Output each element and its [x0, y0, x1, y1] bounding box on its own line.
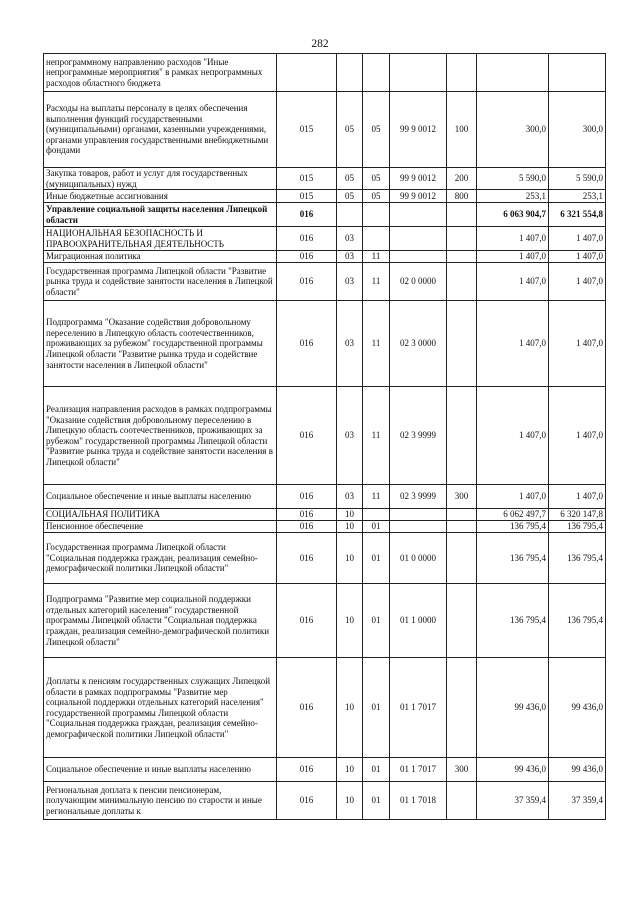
target-article: 01 0 0000	[390, 533, 447, 584]
table-row	[44, 203, 606, 227]
section-code: 03	[337, 251, 363, 263]
table-row	[44, 227, 606, 251]
table-row	[44, 485, 606, 509]
admin-code: 016	[277, 203, 337, 227]
amount-2019: 253,1	[477, 190, 549, 203]
amount-2020: 6 320 147,8	[549, 509, 606, 521]
amount-2020: 136 795,4	[549, 584, 606, 658]
amount-2020: 99 436,0	[549, 758, 606, 782]
admin-code: 016	[277, 521, 337, 533]
row-name: Управление социальной защиты населения Липецкой области	[44, 203, 277, 227]
row-name: Расходы на выплаты персоналу в целях обеспечения выполнения функций государственными (муниципальными) органами, казенными учреждениями, органами управления государственными внебюджетными фондами	[44, 92, 277, 168]
subsection-code: 05	[363, 190, 390, 203]
amount-2019: 1 407,0	[477, 251, 549, 263]
target-article: 99 9 0012	[390, 92, 447, 168]
row-name: непрограммному направлению расходов "Иные непрограммные мероприятия" в рамках непрограммных расходов областного бюджета	[44, 54, 277, 92]
amount-2019: 6 063 904,7	[477, 203, 549, 227]
expense-type: 100	[447, 92, 477, 168]
target-article: 01 1 0000	[390, 584, 447, 658]
amount-2019: 1 407,0	[477, 263, 549, 301]
amount-2020: 1 407,0	[549, 387, 606, 485]
amount-2020: 1 407,0	[549, 301, 606, 387]
section-code: 10	[337, 533, 363, 584]
admin-code: 016	[277, 485, 337, 509]
section-code: 10	[337, 584, 363, 658]
row-name: Региональная доплата к пенсии пенсионерам, получающим минимальную пенсию по старости и иные региональные доплаты к	[44, 782, 277, 820]
amount-2019: 99 436,0	[477, 658, 549, 758]
subsection-code: 01	[363, 521, 390, 533]
target-article: 99 9 0012	[390, 168, 447, 190]
expense-type	[447, 203, 477, 227]
row-name: Государственная программа Липецкой области "Социальная поддержка граждан, реализация семейно-демографической политики Липецкой области"	[44, 533, 277, 584]
target-article	[390, 54, 447, 92]
target-article: 02 3 9999	[390, 485, 447, 509]
admin-code: 016	[277, 782, 337, 820]
amount-2019: 136 795,4	[477, 533, 549, 584]
section-code: 03	[337, 263, 363, 301]
amount-2020: 1 407,0	[549, 251, 606, 263]
section-code	[337, 203, 363, 227]
admin-code: 016	[277, 251, 337, 263]
table-row	[44, 168, 606, 190]
table-row	[44, 251, 606, 263]
target-article	[390, 227, 447, 251]
expense-type	[447, 509, 477, 521]
subsection-code: 11	[363, 485, 390, 509]
expense-type	[447, 658, 477, 758]
table-row	[44, 658, 606, 758]
section-code: 10	[337, 782, 363, 820]
row-name: НАЦИОНАЛЬНАЯ БЕЗОПАСНОСТЬ И ПРАВООХРАНИТЕЛЬНАЯ ДЕЯТЕЛЬНОСТЬ	[44, 227, 277, 251]
budget-table	[43, 53, 606, 820]
admin-code: 016	[277, 533, 337, 584]
expense-type	[447, 263, 477, 301]
section-code: 03	[337, 227, 363, 251]
table-row	[44, 758, 606, 782]
subsection-code: 05	[363, 92, 390, 168]
amount-2020: 136 795,4	[549, 521, 606, 533]
table-row	[44, 263, 606, 301]
subsection-code: 11	[363, 263, 390, 301]
subsection-code	[363, 203, 390, 227]
section-code: 10	[337, 658, 363, 758]
expense-type	[447, 584, 477, 658]
table-row	[44, 92, 606, 168]
amount-2020: 300,0	[549, 92, 606, 168]
subsection-code: 01	[363, 758, 390, 782]
expense-type	[447, 533, 477, 584]
amount-2019: 1 407,0	[477, 485, 549, 509]
amount-2020: 99 436,0	[549, 658, 606, 758]
expense-type	[447, 387, 477, 485]
amount-2019: 6 062 497,7	[477, 509, 549, 521]
row-name: Подпрограмма "Оказание содействия добровольному переселению в Липецкую область соотечественников, проживающих за рубежом" государственной программы Липецкой области "Развитие рынка труда и содействие занятости населения в Липецкой области"	[44, 301, 277, 387]
amount-2020: 1 407,0	[549, 227, 606, 251]
expense-type	[447, 227, 477, 251]
row-name: Миграционная политика	[44, 251, 277, 263]
amount-2020: 1 407,0	[549, 263, 606, 301]
row-name: Подпрограмма "Развитие мер социальной поддержки отдельных категорий населения" государственной программы Липецкой области "Социальная поддержка граждан, реализация семейно-демографической политики Липецкой области"	[44, 584, 277, 658]
admin-code: 016	[277, 584, 337, 658]
subsection-code: 11	[363, 387, 390, 485]
section-code: 03	[337, 301, 363, 387]
amount-2019	[477, 54, 549, 92]
amount-2020: 253,1	[549, 190, 606, 203]
expense-type: 300	[447, 485, 477, 509]
amount-2020: 5 590,0	[549, 168, 606, 190]
target-article	[390, 251, 447, 263]
subsection-code: 01	[363, 658, 390, 758]
row-name: Государственная программа Липецкой области "Развитие рынка труда и содействие занятости населения в Липецкой области"	[44, 263, 277, 301]
subsection-code	[363, 227, 390, 251]
amount-2019: 136 795,4	[477, 584, 549, 658]
subsection-code	[363, 509, 390, 521]
row-name: Закупка товаров, работ и услуг для государственных (муниципальных) нужд	[44, 168, 277, 190]
expense-type	[447, 782, 477, 820]
subsection-code: 11	[363, 251, 390, 263]
subsection-code: 01	[363, 533, 390, 584]
target-article: 01 1 7017	[390, 758, 447, 782]
expense-type	[447, 251, 477, 263]
subsection-code: 05	[363, 168, 390, 190]
target-article: 01 1 7017	[390, 658, 447, 758]
table-row	[44, 509, 606, 521]
amount-2020: 6 321 554,8	[549, 203, 606, 227]
page-number: 282	[311, 38, 329, 50]
expense-type: 200	[447, 168, 477, 190]
target-article: 01 1 7018	[390, 782, 447, 820]
table-body	[44, 54, 606, 820]
admin-code: 016	[277, 387, 337, 485]
row-name: Социальное обеспечение и иные выплаты населению	[44, 485, 277, 509]
section-code: 10	[337, 521, 363, 533]
row-name: Реализация направления расходов в рамках подпрограммы "Оказание содействия добровольному переселению в Липецкую область соотечественников, проживающих за рубежом" государственной программы Липецкой области "Развитие рынка труда и содействие занятости населения в Липецкой области"	[44, 387, 277, 485]
admin-code: 016	[277, 301, 337, 387]
admin-code: 015	[277, 92, 337, 168]
amount-2019: 136 795,4	[477, 521, 549, 533]
amount-2020: 136 795,4	[549, 533, 606, 584]
expense-type: 800	[447, 190, 477, 203]
section-code: 03	[337, 387, 363, 485]
section-code: 05	[337, 168, 363, 190]
amount-2019: 1 407,0	[477, 227, 549, 251]
target-article	[390, 521, 447, 533]
amount-2020: 37 359,4	[549, 782, 606, 820]
table-row	[44, 533, 606, 584]
table-row	[44, 521, 606, 533]
section-code: 05	[337, 92, 363, 168]
target-article: 02 3 0000	[390, 301, 447, 387]
expense-type	[447, 54, 477, 92]
subsection-code	[363, 54, 390, 92]
admin-code: 016	[277, 263, 337, 301]
section-code: 05	[337, 190, 363, 203]
admin-code: 016	[277, 509, 337, 521]
subsection-code: 01	[363, 584, 390, 658]
expense-type	[447, 301, 477, 387]
table-row	[44, 301, 606, 387]
amount-2019: 300,0	[477, 92, 549, 168]
table-row	[44, 190, 606, 203]
section-code	[337, 54, 363, 92]
admin-code: 016	[277, 658, 337, 758]
expense-type: 300	[447, 758, 477, 782]
target-article: 99 9 0012	[390, 190, 447, 203]
target-article: 02 3 9999	[390, 387, 447, 485]
amount-2019: 37 359,4	[477, 782, 549, 820]
row-name: Социальное обеспечение и иные выплаты населению	[44, 758, 277, 782]
section-code: 03	[337, 485, 363, 509]
target-article: 02 0 0000	[390, 263, 447, 301]
admin-code: 016	[277, 758, 337, 782]
amount-2019: 1 407,0	[477, 301, 549, 387]
amount-2019: 99 436,0	[477, 758, 549, 782]
table-row	[44, 584, 606, 658]
amount-2019: 5 590,0	[477, 168, 549, 190]
admin-code	[277, 54, 337, 92]
expense-type	[447, 521, 477, 533]
admin-code: 015	[277, 190, 337, 203]
amount-2020	[549, 54, 606, 92]
section-code: 10	[337, 758, 363, 782]
row-name: Иные бюджетные ассигнования	[44, 190, 277, 203]
subsection-code: 01	[363, 782, 390, 820]
admin-code: 016	[277, 227, 337, 251]
target-article	[390, 203, 447, 227]
table-row	[44, 782, 606, 820]
target-article	[390, 509, 447, 521]
subsection-code: 11	[363, 301, 390, 387]
row-name: СОЦИАЛЬНАЯ ПОЛИТИКА	[44, 509, 277, 521]
row-name: Доплаты к пенсиям государственных служащих Липецкой области в рамках подпрограммы "Развитие мер социальной поддержки отдельных категорий населения" государственной программы Липецкой области "Социальная поддержка граждан, реализация семейно-демографической политики Липецкой области"	[44, 658, 277, 758]
amount-2020: 1 407,0	[549, 485, 606, 509]
row-name: Пенсионное обеспечение	[44, 521, 277, 533]
section-code: 10	[337, 509, 363, 521]
amount-2019: 1 407,0	[477, 387, 549, 485]
table-row	[44, 54, 606, 92]
admin-code: 015	[277, 168, 337, 190]
table-row	[44, 387, 606, 485]
